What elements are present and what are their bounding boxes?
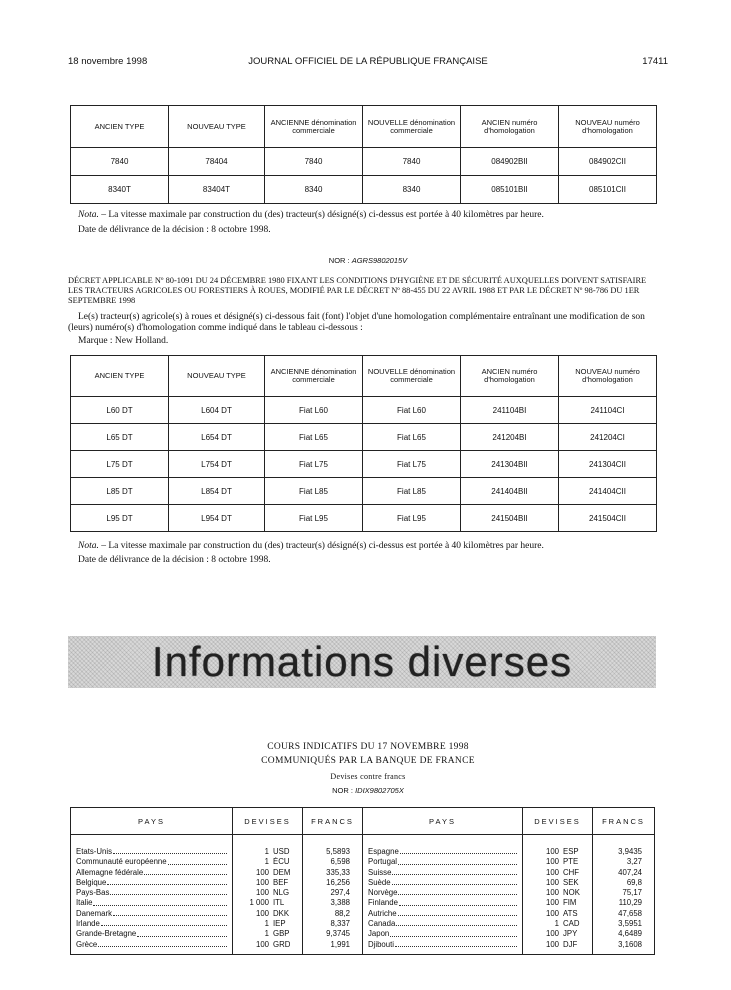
currency-row <box>233 898 302 908</box>
franc-rate: 3,5951 <box>618 919 642 929</box>
currency-amount: 1 <box>264 847 269 856</box>
franc-rate: 3,1608 <box>618 939 642 949</box>
dot-leader <box>398 888 517 895</box>
country-row <box>363 878 522 888</box>
country-row <box>71 888 232 898</box>
currency-code: NLG <box>273 888 290 898</box>
currency-row <box>233 868 302 878</box>
franc-rate: 6,598 <box>330 857 350 867</box>
table-cell: 241304CII <box>559 451 657 478</box>
country-row <box>363 909 522 919</box>
table-header-row <box>71 808 655 835</box>
col-nouveau-type: NOUVEAU TYPE <box>169 106 265 148</box>
currency-code: ATS <box>563 908 578 918</box>
page-header <box>68 56 668 70</box>
col-ancien-numero: ANCIEN numéro d'homologation <box>461 106 559 148</box>
table-header-row <box>71 356 657 397</box>
country-row <box>71 857 232 867</box>
currency-amount: 100 <box>545 939 559 949</box>
nor-label: NOR : <box>328 256 352 265</box>
table-row <box>71 451 657 478</box>
country-name: Espagne <box>368 847 399 856</box>
dot-leader <box>93 898 227 905</box>
dot-leader <box>392 878 517 885</box>
table-cell: 085101BII <box>461 176 559 204</box>
currency-row <box>523 898 592 908</box>
nor-reference-2 <box>68 786 668 795</box>
left-pays-column <box>71 835 233 955</box>
currency-row <box>523 857 592 867</box>
country-name: Irlande <box>76 919 100 929</box>
currency-amount: 1 <box>264 857 269 867</box>
country-row <box>71 919 232 929</box>
col-devises: DEVISES <box>233 808 303 835</box>
country-name: Etats-Unis <box>76 847 112 856</box>
franc-rate: 9,3745 <box>326 929 350 939</box>
currency-code: JPY <box>563 929 578 939</box>
col-francs: FRANCS <box>303 808 363 835</box>
currency-amount: 1 <box>264 929 269 939</box>
country-name: Portugal <box>368 857 398 867</box>
currency-row <box>233 878 302 888</box>
dot-leader <box>113 847 227 854</box>
table-cell: 241504BII <box>461 505 559 532</box>
nor-code: AGRS9802015V <box>351 256 408 265</box>
dot-leader <box>137 929 227 936</box>
currency-code: DJF <box>563 939 578 949</box>
table-cell: 241204CI <box>559 424 657 451</box>
dot-leader <box>113 909 227 916</box>
col-ancien-numero: ANCIEN numéro d'homologation <box>461 356 559 397</box>
cours-subtitle: Devises contre francs <box>330 772 406 781</box>
currency-amount: 100 <box>545 877 559 887</box>
table-cell: Fiat L75 <box>363 451 461 478</box>
currency-amount: 100 <box>545 929 559 939</box>
dot-leader <box>110 888 227 895</box>
col-nouveau-numero: NOUVEAU numéro d'homologation <box>559 356 657 397</box>
country-name: Danemark <box>76 908 112 918</box>
decree-brand: Marque : New Holland. <box>78 336 169 346</box>
dot-leader <box>144 868 227 875</box>
dot-leader <box>107 878 227 885</box>
table-cell: 085101CII <box>559 176 657 204</box>
table-row <box>71 478 657 505</box>
dot-leader <box>398 909 517 916</box>
table-cell: 241504CII <box>559 505 657 532</box>
table-cell: L65 DT <box>71 424 169 451</box>
right-devises-column <box>523 835 593 955</box>
country-row <box>71 878 232 888</box>
currency-row <box>523 919 592 929</box>
currency-row <box>233 847 302 857</box>
franc-rate: 297,4 <box>330 888 350 898</box>
table-cell: L954 DT <box>169 505 265 532</box>
nor-reference-1 <box>68 256 668 265</box>
currency-code: SEK <box>563 877 579 887</box>
table-row <box>71 397 657 424</box>
currency-code: NOK <box>563 888 580 898</box>
currency-amount: 100 <box>255 939 269 949</box>
table-cell: 241104BI <box>461 397 559 424</box>
col-nouveau-type: NOUVEAU TYPE <box>169 356 265 397</box>
country-name: Norvège <box>368 888 398 898</box>
currency-code: GRD <box>273 939 291 949</box>
country-row <box>363 929 522 939</box>
col-nouvelle-denomination: NOUVELLE dénomination commerciale <box>363 106 461 148</box>
currency-amount: 100 <box>545 888 559 898</box>
currency-amount: 1 000 <box>249 898 269 908</box>
table-cell: L654 DT <box>169 424 265 451</box>
currency-row <box>523 929 592 939</box>
currency-amount: 1 <box>264 919 269 929</box>
franc-rate: 407,24 <box>618 867 642 877</box>
country-name: Djibouti <box>368 939 395 949</box>
table-cell: Fiat L95 <box>265 505 363 532</box>
dot-leader <box>101 919 227 926</box>
country-name: Allemagne fédérale <box>76 867 144 877</box>
country-row <box>71 940 232 950</box>
col-pays: PAYS <box>71 808 233 835</box>
col-ancienne-denomination: ANCIENNE dénomination commerciale <box>265 356 363 397</box>
table-cell: L754 DT <box>169 451 265 478</box>
currency-row <box>523 868 592 878</box>
decision-date-1: Date de délivrance de la décision : 8 octobre 1998. <box>78 225 271 235</box>
currency-row <box>523 888 592 898</box>
franc-rate: 335,33 <box>326 867 350 877</box>
currency-row <box>233 919 302 929</box>
currency-amount: 100 <box>545 898 559 908</box>
note-label: Nota. <box>78 210 99 220</box>
col-devises: DEVISES <box>523 808 593 835</box>
table-cell: 7840 <box>363 148 461 176</box>
country-row <box>363 898 522 908</box>
homologation-table-2 <box>70 355 657 532</box>
col-nouveau-numero: NOUVEAU numéro d'homologation <box>559 106 657 148</box>
col-ancien-type: ANCIEN TYPE <box>71 356 169 397</box>
currency-code: CHF <box>563 867 580 877</box>
currency-amount: 100 <box>545 908 559 918</box>
table-cell: Fiat L85 <box>363 478 461 505</box>
table-cell: 084902CII <box>559 148 657 176</box>
country-name: Italie <box>76 898 93 908</box>
country-row <box>363 868 522 878</box>
table-row <box>71 148 657 176</box>
country-name: Pays-Bas <box>76 888 110 898</box>
decision-date-2: Date de délivrance de la décision : 8 octobre 1998. <box>78 555 271 565</box>
table-cell: 8340 <box>265 176 363 204</box>
country-row <box>71 868 232 878</box>
col-ancienne-denomination: ANCIENNE dénomination commerciale <box>265 106 363 148</box>
table-cell: L60 DT <box>71 397 169 424</box>
dot-leader <box>395 940 517 947</box>
currency-code: ITL <box>273 898 285 908</box>
currency-row <box>233 940 302 950</box>
franc-rate: 47,658 <box>618 908 642 918</box>
table-cell: 7840 <box>265 148 363 176</box>
country-row <box>363 847 522 857</box>
right-francs-column <box>593 835 655 955</box>
franc-rate: 1,991 <box>330 939 350 949</box>
country-row <box>363 857 522 867</box>
country-name: Japon <box>368 929 390 939</box>
currency-amount: 100 <box>545 867 559 877</box>
franc-rate: 3,388 <box>330 898 350 908</box>
cours-title-1: COURS INDICATIFS DU 17 NOVEMBRE 1998 <box>267 742 469 752</box>
dot-leader <box>168 857 227 864</box>
country-name: Suisse <box>368 867 392 877</box>
table-cell: L854 DT <box>169 478 265 505</box>
dot-leader <box>400 847 517 854</box>
country-name: Finlande <box>368 898 398 908</box>
table-cell: Fiat L95 <box>363 505 461 532</box>
table-body-row <box>71 835 655 955</box>
table-cell: L604 DT <box>169 397 265 424</box>
table-cell: Fiat L65 <box>265 424 363 451</box>
currency-code: ÉCU <box>273 857 290 867</box>
currency-code: USD <box>273 847 290 856</box>
country-name: Canada <box>368 919 396 929</box>
col-nouvelle-denomination: NOUVELLE dénomination commerciale <box>363 356 461 397</box>
franc-rate: 110,29 <box>618 898 642 908</box>
right-pays-column <box>363 835 523 955</box>
country-row <box>71 929 232 939</box>
country-row <box>71 847 232 857</box>
currency-amount: 100 <box>545 857 559 867</box>
currency-row <box>523 847 592 857</box>
note-label: Nota. <box>78 541 99 551</box>
table-cell: 241404BII <box>461 478 559 505</box>
franc-rate: 5,5893 <box>326 847 350 856</box>
table-cell: 7840 <box>71 148 169 176</box>
country-row <box>363 888 522 898</box>
currency-row <box>523 909 592 919</box>
col-pays: PAYS <box>363 808 523 835</box>
page-number: 17411 <box>642 56 668 67</box>
dot-leader <box>98 940 227 947</box>
note-text: – La vitesse maximale par construction du (des) tracteur(s) désigné(s) ci-dessus est portée à 40 kilomètres par heure. <box>98 541 544 551</box>
table-header-row <box>71 106 657 148</box>
country-row <box>71 909 232 919</box>
dot-leader <box>392 868 517 875</box>
table-cell: 8340T <box>71 176 169 204</box>
nor-label: NOR : <box>332 786 356 795</box>
cours-title-2: COMMUNIQUÉS PAR LA BANQUE DE FRANCE <box>261 756 475 766</box>
currency-code: IEP <box>273 919 286 929</box>
left-devises-column <box>233 835 303 955</box>
left-francs-column <box>303 835 363 955</box>
table-row <box>71 505 657 532</box>
franc-rate: 75,17 <box>622 888 642 898</box>
country-name: Autriche <box>368 908 397 918</box>
country-row <box>363 940 522 950</box>
exchange-rate-table <box>70 807 655 955</box>
dot-leader <box>390 929 517 936</box>
currency-row <box>233 909 302 919</box>
currency-code: PTE <box>563 857 579 867</box>
note-1 <box>78 209 658 221</box>
country-row <box>71 898 232 908</box>
currency-amount: 1 <box>554 919 559 929</box>
nor-code: IDIX9802705X <box>355 786 404 795</box>
currency-amount: 100 <box>255 908 269 918</box>
currency-code: CAD <box>563 919 580 929</box>
table-cell: Fiat L65 <box>363 424 461 451</box>
franc-rate: 16,256 <box>326 877 350 887</box>
currency-row <box>233 857 302 867</box>
issue-date: 18 novembre 1998 <box>68 56 148 67</box>
currency-amount: 100 <box>255 877 269 887</box>
table-cell: 241104CI <box>559 397 657 424</box>
decree-body <box>68 312 658 347</box>
country-name: Belgique <box>76 877 107 887</box>
currency-amount: 100 <box>255 867 269 877</box>
homologation-table-1 <box>70 105 657 204</box>
currency-row <box>233 929 302 939</box>
table-cell: 8340 <box>363 176 461 204</box>
decree-paragraph: Le(s) tracteur(s) agricole(s) à roues et désigné(s) ci-dessous fait (font) l'objet d'une homologation complémentaire entraînant une modification de son (leurs) numéro(s) d'homologation comme indiqué dans le tableau ci-dessous : <box>68 312 645 333</box>
table-cell: 83404T <box>169 176 265 204</box>
table-cell: 084902BII <box>461 148 559 176</box>
journal-title: JOURNAL OFFICIEL DE LA RÉPUBLIQUE FRANÇAISE <box>248 56 488 67</box>
table-cell: 241304BII <box>461 451 559 478</box>
table-cell: 78404 <box>169 148 265 176</box>
table-cell: 241204BI <box>461 424 559 451</box>
currency-amount: 100 <box>255 888 269 898</box>
currency-row <box>233 888 302 898</box>
note-2 <box>78 540 658 552</box>
currency-row <box>523 878 592 888</box>
franc-rate: 3,27 <box>626 857 642 867</box>
currency-code: ESP <box>563 847 579 856</box>
franc-rate: 8,337 <box>330 919 350 929</box>
dot-leader <box>396 919 517 926</box>
currency-code: DEM <box>273 867 291 877</box>
section-banner-title: Informations diverses <box>151 638 573 685</box>
table-cell: L75 DT <box>71 451 169 478</box>
currency-amount: 100 <box>545 847 559 856</box>
country-name: Grande-Bretagne <box>76 929 137 939</box>
decree-title: DÉCRET APPLICABLE Nº 80-1091 DU 24 DÉCEMBRE 1980 FIXANT LES CONDITIONS D'HYGIÈNE ET DE SÉCURITÉ AUXQUELLES DOIVENT SATISFAIRE LES TRACTEURS AGRICOLES OU FORESTIERS À ROUES, MODIFIÉ PAR LE DÉCRET Nº 88-455 DU 22 AVRIL 1988 ET PAR LE DÉCRET Nº 98-786 DU 1ER SEPTEMBRE 1998 <box>68 276 647 305</box>
dot-leader <box>398 857 517 864</box>
country-name: Communauté européenne <box>76 857 167 867</box>
franc-rate: 69,8 <box>626 877 642 887</box>
table-row <box>71 424 657 451</box>
franc-rate: 88,2 <box>334 908 350 918</box>
section-banner <box>68 636 656 688</box>
table-cell: 241404CII <box>559 478 657 505</box>
franc-rate: 4,6489 <box>618 929 642 939</box>
table-cell: L95 DT <box>71 505 169 532</box>
table-cell: Fiat L60 <box>363 397 461 424</box>
currency-code: BEF <box>273 877 289 887</box>
table-cell: Fiat L85 <box>265 478 363 505</box>
table-cell: Fiat L60 <box>265 397 363 424</box>
table-cell: Fiat L75 <box>265 451 363 478</box>
franc-rate: 3,9435 <box>618 847 642 856</box>
note-text: – La vitesse maximale par construction du (des) tracteur(s) désigné(s) ci-dessus est portée à 40 kilomètres par heure. <box>98 210 544 220</box>
currency-code: DKK <box>273 908 290 918</box>
col-francs: FRANCS <box>593 808 655 835</box>
table-row <box>71 176 657 204</box>
country-name: Suède <box>368 877 391 887</box>
country-name: Grèce <box>76 939 98 949</box>
currency-code: FIM <box>563 898 577 908</box>
dot-leader <box>399 898 517 905</box>
col-ancien-type: ANCIEN TYPE <box>71 106 169 148</box>
table-cell: L85 DT <box>71 478 169 505</box>
currency-row <box>523 940 592 950</box>
currency-code: GBP <box>273 929 290 939</box>
country-row <box>363 919 522 929</box>
